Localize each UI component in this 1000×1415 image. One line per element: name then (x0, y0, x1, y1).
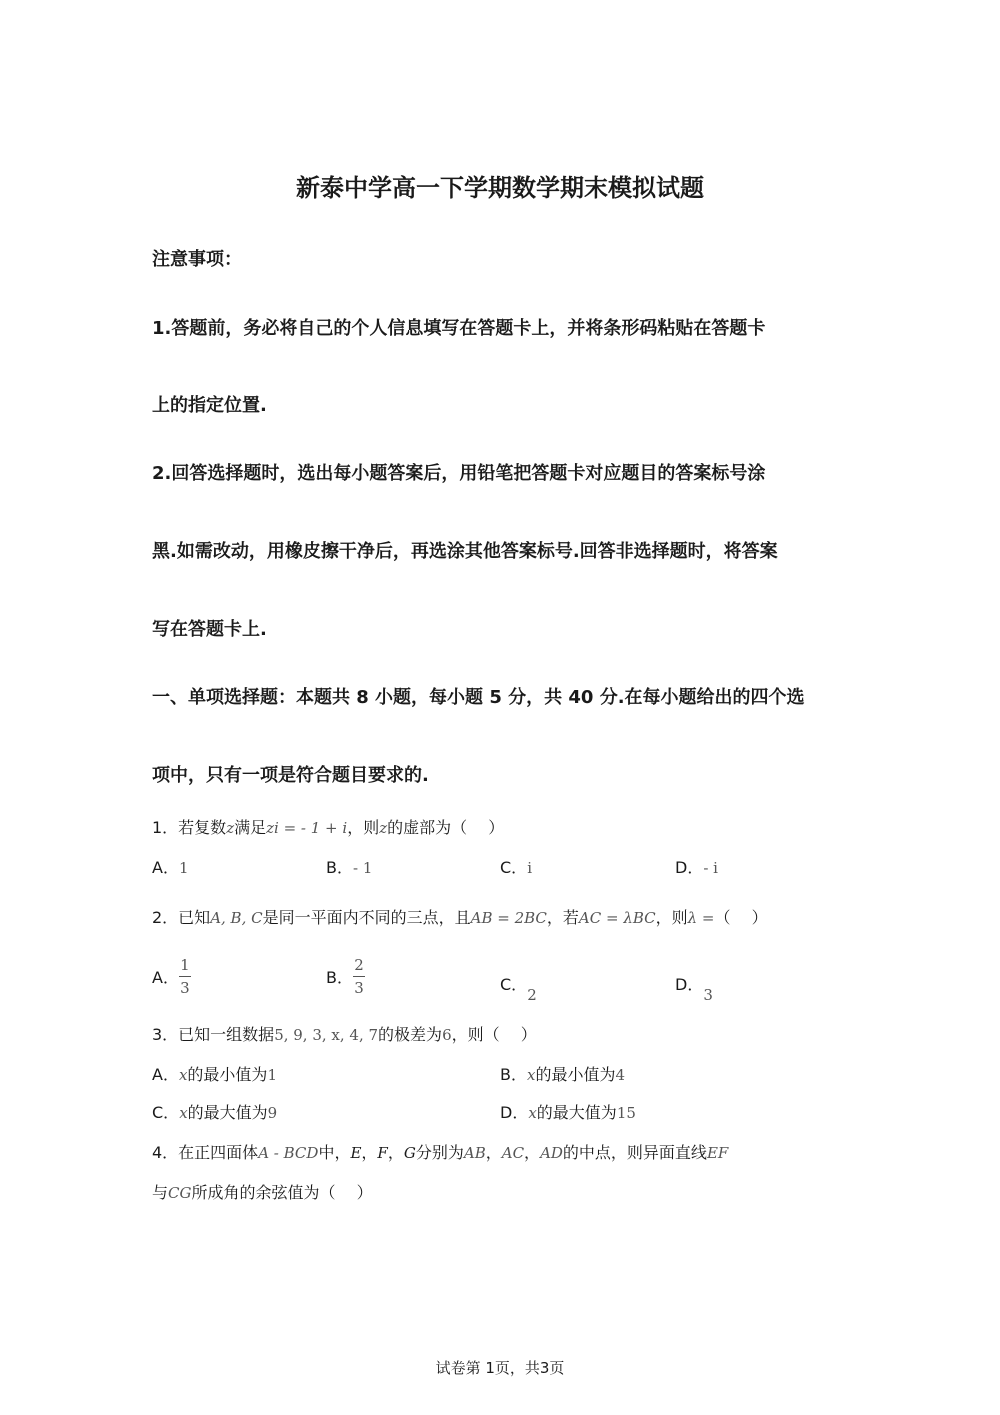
question-2-stem: 2．已知A, B, C是同一平面内不同的三点，且AB = 2BC，若AC = λBC，则λ =（ ） (152, 908, 768, 927)
question-3-option-d: D．x的最大值为15 (500, 1103, 636, 1122)
math: G (403, 1144, 416, 1162)
math: λ = (687, 909, 715, 927)
math: AB (463, 1144, 486, 1162)
question-3-option-c: C．x的最大值为9 (152, 1103, 278, 1122)
question-1-option-a: A．1 (152, 858, 189, 877)
fraction: $\frac{1}{3}$ (180, 956, 190, 997)
question-2-option-b: B． $\frac{2}{3}$ (326, 956, 364, 997)
math: zi = - 1 + i (266, 819, 348, 837)
question-3-option-a: A．x的最小值为1 (152, 1065, 277, 1084)
question-1-stem: 1．若复数z满足zi = - 1 + i，则z的虚部为（ ） (152, 818, 505, 837)
question-2-option-c: C．2 (500, 975, 537, 1004)
notice-item2-line2: 黑.如需改动，用橡皮擦干净后，再选涂其他答案标号.回答非选择题时，将答案 (152, 541, 778, 562)
notice-item1-line1: 1.答题前，务必将自己的个人信息填写在答题卡上，并将条形码粘贴在答题卡 (152, 318, 766, 339)
question-2-option-a: A． $\frac{1}{3}$ (152, 956, 190, 997)
question-1-option-c: C．i (500, 858, 532, 877)
question-3-option-b: B．x的最小值为4 (500, 1065, 626, 1084)
math: AB = 2BC (470, 909, 547, 927)
math: z (226, 819, 235, 837)
question-3-stem: 3．已知一组数据5, 9, 3, x, 4, 7的极差为6，则（ ） (152, 1025, 537, 1044)
question-1-option-d: D．- i (675, 858, 718, 877)
math: z (379, 819, 388, 837)
question-1-option-b: B．- 1 (326, 858, 373, 877)
page-footer: 试卷第 1页，共3页 (435, 1359, 565, 1377)
math: E (350, 1144, 362, 1162)
math: A - BCD (258, 1144, 319, 1162)
math: 6 (442, 1026, 452, 1044)
page-title: 新泰中学高一下学期数学期末模拟试题 (296, 174, 704, 202)
section1-line1: 一、单项选择题：本题共 8 小题，每小题 5 分，共 40 分.在每小题给出的四个选 (152, 687, 805, 708)
fraction: $\frac{2}{3}$ (354, 956, 364, 997)
math: A, B, C (210, 909, 263, 927)
question-2-option-d: D．3 (675, 975, 713, 1004)
math: AC = λBC (578, 909, 656, 927)
notice-item1-line2: 上的指定位置. (152, 395, 267, 416)
math: F (377, 1144, 388, 1162)
notice-heading: 注意事项： (152, 249, 242, 270)
question-4-stem-line2: 与CG所成角的余弦值为（ ） (152, 1183, 373, 1202)
math: 5, 9, 3, x, 4, 7 (274, 1026, 379, 1044)
notice-item2-line1: 2.回答选择题时，选出每小题答案后，用铅笔把答题卡对应题目的答案标号涂 (152, 463, 766, 484)
math: AC (501, 1144, 525, 1162)
notice-item2-line3: 写在答题卡上. (152, 619, 267, 640)
math: AD (540, 1144, 563, 1162)
math: CG (168, 1184, 192, 1202)
math: EF (706, 1144, 729, 1162)
section1-line2: 项中，只有一项是符合题目要求的. (152, 765, 429, 786)
question-4-stem-line1: 4．在正四面体A - BCD中，E，F，G分别为AB，AC，AD的中点，则异面直线EF (152, 1143, 729, 1162)
